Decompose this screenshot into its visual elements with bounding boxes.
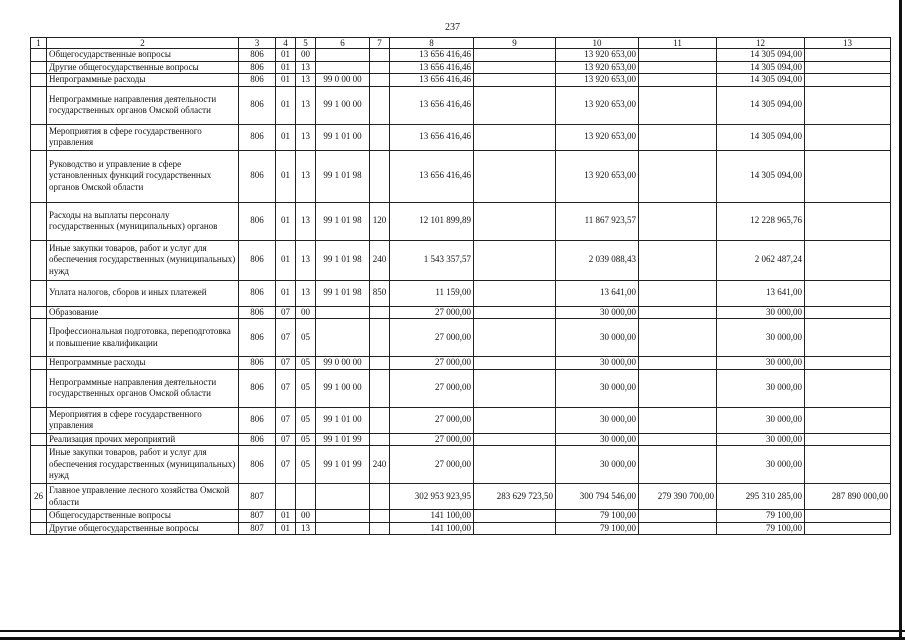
item-name-cell: Непрограммные направления деятельности государственных органов Омской области bbox=[47, 86, 239, 124]
amount-col9-cell bbox=[474, 522, 556, 535]
column-number: 3 bbox=[239, 38, 276, 49]
item-name-cell: Расходы на выплаты персоналу государственных (муниципальных) органов bbox=[47, 202, 239, 240]
table-row bbox=[31, 484, 891, 510]
ministry-code-cell: 807 bbox=[239, 522, 276, 535]
column-number-row bbox=[31, 38, 891, 49]
amount-col12-cell: 30 000,00 bbox=[717, 319, 805, 357]
row-number-cell bbox=[31, 49, 47, 62]
row-number-cell bbox=[31, 74, 47, 87]
ministry-code-cell: 807 bbox=[239, 510, 276, 523]
row-number-cell bbox=[31, 306, 47, 319]
amount-col13-cell bbox=[805, 446, 891, 484]
subsection-code-cell: 13 bbox=[296, 240, 316, 280]
scan-edge-right bbox=[899, 0, 902, 640]
section-code-cell: 01 bbox=[276, 280, 296, 306]
amount-col8-cell: 1 543 357,57 bbox=[390, 240, 474, 280]
expense-type-cell: 240 bbox=[370, 240, 390, 280]
amount-col12-cell: 12 228 965,76 bbox=[717, 202, 805, 240]
amount-col13-cell bbox=[805, 202, 891, 240]
column-number: 4 bbox=[276, 38, 296, 49]
ministry-code-cell: 806 bbox=[239, 446, 276, 484]
amount-col12-cell: 30 000,00 bbox=[717, 433, 805, 446]
expense-type-cell bbox=[370, 510, 390, 523]
amount-col11-cell bbox=[639, 150, 717, 202]
amount-col10-cell: 13 920 653,00 bbox=[556, 74, 639, 87]
section-code-cell: 07 bbox=[276, 433, 296, 446]
amount-col10-cell: 2 039 088,43 bbox=[556, 240, 639, 280]
item-name-cell: Профессиональная подготовка, переподготовка и повышение квалификации bbox=[47, 319, 239, 357]
amount-col9-cell bbox=[474, 202, 556, 240]
amount-col13-cell bbox=[805, 357, 891, 370]
amount-col12-cell: 14 305 094,00 bbox=[717, 150, 805, 202]
section-code-cell: 01 bbox=[276, 522, 296, 535]
target-article-cell bbox=[316, 306, 370, 319]
amount-col11-cell bbox=[639, 49, 717, 62]
item-name-cell: Образование bbox=[47, 306, 239, 319]
item-name-cell: Иные закупки товаров, работ и услуг для обеспечения государственных (муниципальных) нужд bbox=[47, 240, 239, 280]
amount-col13-cell bbox=[805, 369, 891, 407]
section-code-cell: 07 bbox=[276, 446, 296, 484]
expense-type-cell bbox=[370, 407, 390, 433]
column-number: 12 bbox=[717, 38, 805, 49]
expense-type-cell bbox=[370, 357, 390, 370]
table-row bbox=[31, 369, 891, 407]
section-code-cell: 01 bbox=[276, 240, 296, 280]
ministry-code-cell: 806 bbox=[239, 319, 276, 357]
expense-type-cell bbox=[370, 61, 390, 74]
amount-col12-cell: 295 310 285,00 bbox=[717, 484, 805, 510]
column-number: 5 bbox=[296, 38, 316, 49]
target-article-cell: 99 1 01 99 bbox=[316, 446, 370, 484]
amount-col9-cell bbox=[474, 74, 556, 87]
page-number: 237 bbox=[445, 22, 460, 33]
ministry-code-cell: 806 bbox=[239, 49, 276, 62]
item-name-cell: Общегосударственные вопросы bbox=[47, 510, 239, 523]
ministry-code-cell: 806 bbox=[239, 202, 276, 240]
expense-type-cell bbox=[370, 49, 390, 62]
amount-col10-cell: 13 641,00 bbox=[556, 280, 639, 306]
amount-col9-cell bbox=[474, 49, 556, 62]
ministry-code-cell: 806 bbox=[239, 240, 276, 280]
amount-col11-cell bbox=[639, 202, 717, 240]
row-number-cell bbox=[31, 433, 47, 446]
target-article-cell bbox=[316, 522, 370, 535]
table-row bbox=[31, 522, 891, 535]
item-name-cell: Другие общегосударственные вопросы bbox=[47, 61, 239, 74]
subsection-code-cell: 13 bbox=[296, 61, 316, 74]
target-article-cell: 99 1 01 00 bbox=[316, 124, 370, 150]
table-row bbox=[31, 240, 891, 280]
amount-col13-cell bbox=[805, 280, 891, 306]
amount-col10-cell: 30 000,00 bbox=[556, 446, 639, 484]
amount-col10-cell: 79 100,00 bbox=[556, 510, 639, 523]
budget-table-container bbox=[30, 37, 890, 535]
amount-col13-cell bbox=[805, 61, 891, 74]
table-row bbox=[31, 306, 891, 319]
section-code-cell: 01 bbox=[276, 74, 296, 87]
target-article-cell bbox=[316, 319, 370, 357]
subsection-code-cell bbox=[296, 484, 316, 510]
amount-col13-cell bbox=[805, 319, 891, 357]
amount-col10-cell: 13 920 653,00 bbox=[556, 86, 639, 124]
expense-type-cell bbox=[370, 484, 390, 510]
subsection-code-cell: 13 bbox=[296, 202, 316, 240]
target-article-cell: 99 0 00 00 bbox=[316, 74, 370, 87]
ministry-code-cell: 806 bbox=[239, 306, 276, 319]
target-article-cell bbox=[316, 61, 370, 74]
amount-col9-cell bbox=[474, 124, 556, 150]
amount-col8-cell: 27 000,00 bbox=[390, 407, 474, 433]
section-code-cell: 01 bbox=[276, 124, 296, 150]
subsection-code-cell: 05 bbox=[296, 407, 316, 433]
table-row bbox=[31, 446, 891, 484]
amount-col11-cell bbox=[639, 357, 717, 370]
target-article-cell: 99 1 01 98 bbox=[316, 202, 370, 240]
expense-type-cell bbox=[370, 522, 390, 535]
target-article-cell: 99 1 01 99 bbox=[316, 433, 370, 446]
row-number-cell bbox=[31, 240, 47, 280]
row-number-cell bbox=[31, 124, 47, 150]
section-code-cell: 01 bbox=[276, 510, 296, 523]
amount-col8-cell: 27 000,00 bbox=[390, 319, 474, 357]
ministry-code-cell: 806 bbox=[239, 61, 276, 74]
table-row bbox=[31, 407, 891, 433]
amount-col10-cell: 13 920 653,00 bbox=[556, 150, 639, 202]
amount-col9-cell bbox=[474, 306, 556, 319]
amount-col12-cell: 14 305 094,00 bbox=[717, 86, 805, 124]
amount-col13-cell bbox=[805, 306, 891, 319]
column-number: 8 bbox=[390, 38, 474, 49]
amount-col8-cell: 27 000,00 bbox=[390, 357, 474, 370]
row-number-cell bbox=[31, 522, 47, 535]
subsection-code-cell: 13 bbox=[296, 522, 316, 535]
subsection-code-cell: 00 bbox=[296, 49, 316, 62]
amount-col11-cell bbox=[639, 306, 717, 319]
expense-type-cell bbox=[370, 319, 390, 357]
amount-col13-cell bbox=[805, 74, 891, 87]
subsection-code-cell: 05 bbox=[296, 433, 316, 446]
amount-col10-cell: 30 000,00 bbox=[556, 306, 639, 319]
amount-col9-cell bbox=[474, 510, 556, 523]
amount-col13-cell bbox=[805, 150, 891, 202]
table-row bbox=[31, 74, 891, 87]
ministry-code-cell: 807 bbox=[239, 484, 276, 510]
table-row bbox=[31, 124, 891, 150]
item-name-cell: Руководство и управление в сфере установленных функций государственных органов Омской области bbox=[47, 150, 239, 202]
column-number: 11 bbox=[639, 38, 717, 49]
subsection-code-cell: 05 bbox=[296, 357, 316, 370]
item-name-cell: Уплата налогов, сборов и иных платежей bbox=[47, 280, 239, 306]
item-name-cell: Мероприятия в сфере государственного управления bbox=[47, 124, 239, 150]
amount-col12-cell: 79 100,00 bbox=[717, 522, 805, 535]
amount-col10-cell: 30 000,00 bbox=[556, 319, 639, 357]
target-article-cell bbox=[316, 484, 370, 510]
section-code-cell: 07 bbox=[276, 369, 296, 407]
amount-col8-cell: 27 000,00 bbox=[390, 306, 474, 319]
expense-type-cell: 850 bbox=[370, 280, 390, 306]
subsection-code-cell: 05 bbox=[296, 319, 316, 357]
amount-col10-cell: 13 920 653,00 bbox=[556, 49, 639, 62]
row-number-cell bbox=[31, 407, 47, 433]
item-name-cell: Другие общегосударственные вопросы bbox=[47, 522, 239, 535]
expense-type-cell bbox=[370, 369, 390, 407]
amount-col8-cell: 13 656 416,46 bbox=[390, 86, 474, 124]
amount-col11-cell bbox=[639, 124, 717, 150]
amount-col8-cell: 302 953 923,95 bbox=[390, 484, 474, 510]
table-row bbox=[31, 86, 891, 124]
row-number-cell bbox=[31, 369, 47, 407]
table-row bbox=[31, 510, 891, 523]
section-code-cell: 07 bbox=[276, 357, 296, 370]
ministry-code-cell: 806 bbox=[239, 369, 276, 407]
target-article-cell bbox=[316, 510, 370, 523]
target-article-cell: 99 1 00 00 bbox=[316, 369, 370, 407]
item-name-cell: Непрограммные расходы bbox=[47, 357, 239, 370]
ministry-code-cell: 806 bbox=[239, 407, 276, 433]
amount-col11-cell bbox=[639, 433, 717, 446]
subsection-code-cell: 05 bbox=[296, 369, 316, 407]
amount-col11-cell bbox=[639, 280, 717, 306]
section-code-cell: 07 bbox=[276, 407, 296, 433]
table-row bbox=[31, 61, 891, 74]
amount-col12-cell: 30 000,00 bbox=[717, 306, 805, 319]
row-number-cell bbox=[31, 61, 47, 74]
section-code-cell: 01 bbox=[276, 150, 296, 202]
column-number: 10 bbox=[556, 38, 639, 49]
row-number-cell: 26 bbox=[31, 484, 47, 510]
row-number-cell bbox=[31, 280, 47, 306]
item-name-cell: Иные закупки товаров, работ и услуг для обеспечения государственных (муниципальных) нужд bbox=[47, 446, 239, 484]
section-code-cell: 01 bbox=[276, 86, 296, 124]
amount-col9-cell bbox=[474, 240, 556, 280]
expense-type-cell: 240 bbox=[370, 446, 390, 484]
subsection-code-cell: 13 bbox=[296, 280, 316, 306]
amount-col11-cell bbox=[639, 240, 717, 280]
ministry-code-cell: 806 bbox=[239, 124, 276, 150]
expense-type-cell bbox=[370, 150, 390, 202]
amount-col8-cell: 27 000,00 bbox=[390, 433, 474, 446]
amount-col8-cell: 141 100,00 bbox=[390, 510, 474, 523]
amount-col12-cell: 30 000,00 bbox=[717, 407, 805, 433]
row-number-cell bbox=[31, 357, 47, 370]
table-row bbox=[31, 150, 891, 202]
row-number-cell bbox=[31, 86, 47, 124]
amount-col13-cell: 287 890 000,00 bbox=[805, 484, 891, 510]
amount-col11-cell bbox=[639, 86, 717, 124]
column-number: 1 bbox=[31, 38, 47, 49]
item-name-cell: Общегосударственные вопросы bbox=[47, 49, 239, 62]
item-name-cell: Реализация прочих мероприятий bbox=[47, 433, 239, 446]
amount-col8-cell: 13 656 416,46 bbox=[390, 150, 474, 202]
target-article-cell: 99 0 00 00 bbox=[316, 357, 370, 370]
amount-col8-cell: 27 000,00 bbox=[390, 369, 474, 407]
ministry-code-cell: 806 bbox=[239, 86, 276, 124]
amount-col11-cell bbox=[639, 319, 717, 357]
amount-col9-cell bbox=[474, 357, 556, 370]
amount-col9-cell bbox=[474, 319, 556, 357]
subsection-code-cell: 05 bbox=[296, 446, 316, 484]
table-row bbox=[31, 49, 891, 62]
row-number-cell bbox=[31, 319, 47, 357]
amount-col12-cell: 30 000,00 bbox=[717, 369, 805, 407]
amount-col13-cell bbox=[805, 49, 891, 62]
target-article-cell: 99 1 01 98 bbox=[316, 240, 370, 280]
target-article-cell: 99 1 01 00 bbox=[316, 407, 370, 433]
expense-type-cell: 120 bbox=[370, 202, 390, 240]
amount-col8-cell: 27 000,00 bbox=[390, 446, 474, 484]
amount-col10-cell: 11 867 923,57 bbox=[556, 202, 639, 240]
amount-col9-cell bbox=[474, 433, 556, 446]
subsection-code-cell: 13 bbox=[296, 74, 316, 87]
amount-col13-cell bbox=[805, 240, 891, 280]
amount-col11-cell bbox=[639, 407, 717, 433]
amount-col12-cell: 14 305 094,00 bbox=[717, 124, 805, 150]
item-name-cell: Главное управление лесного хозяйства Омской области bbox=[47, 484, 239, 510]
target-article-cell bbox=[316, 49, 370, 62]
amount-col13-cell bbox=[805, 433, 891, 446]
section-code-cell: 01 bbox=[276, 61, 296, 74]
amount-col9-cell bbox=[474, 280, 556, 306]
ministry-code-cell: 806 bbox=[239, 150, 276, 202]
amount-col10-cell: 79 100,00 bbox=[556, 522, 639, 535]
column-number: 6 bbox=[316, 38, 370, 49]
target-article-cell: 99 1 01 98 bbox=[316, 150, 370, 202]
amount-col10-cell: 30 000,00 bbox=[556, 407, 639, 433]
table-row bbox=[31, 280, 891, 306]
amount-col10-cell: 30 000,00 bbox=[556, 369, 639, 407]
expense-type-cell bbox=[370, 86, 390, 124]
section-code-cell: 01 bbox=[276, 202, 296, 240]
amount-col13-cell bbox=[805, 510, 891, 523]
amount-col13-cell bbox=[805, 124, 891, 150]
table-row bbox=[31, 357, 891, 370]
amount-col12-cell: 79 100,00 bbox=[717, 510, 805, 523]
amount-col10-cell: 13 920 653,00 bbox=[556, 124, 639, 150]
amount-col11-cell bbox=[639, 510, 717, 523]
amount-col9-cell bbox=[474, 369, 556, 407]
expense-type-cell bbox=[370, 124, 390, 150]
amount-col8-cell: 141 100,00 bbox=[390, 522, 474, 535]
amount-col8-cell: 13 656 416,46 bbox=[390, 61, 474, 74]
section-code-cell bbox=[276, 484, 296, 510]
amount-col13-cell bbox=[805, 522, 891, 535]
amount-col8-cell: 11 159,00 bbox=[390, 280, 474, 306]
amount-col10-cell: 30 000,00 bbox=[556, 433, 639, 446]
amount-col12-cell: 14 305 094,00 bbox=[717, 61, 805, 74]
amount-col8-cell: 12 101 899,89 bbox=[390, 202, 474, 240]
amount-col9-cell bbox=[474, 86, 556, 124]
amount-col12-cell: 2 062 487,24 bbox=[717, 240, 805, 280]
target-article-cell: 99 1 00 00 bbox=[316, 86, 370, 124]
subsection-code-cell: 00 bbox=[296, 510, 316, 523]
amount-col9-cell bbox=[474, 407, 556, 433]
amount-col9-cell bbox=[474, 150, 556, 202]
row-number-cell bbox=[31, 510, 47, 523]
ministry-code-cell: 806 bbox=[239, 280, 276, 306]
amount-col11-cell bbox=[639, 446, 717, 484]
amount-col11-cell: 279 390 700,00 bbox=[639, 484, 717, 510]
row-number-cell bbox=[31, 202, 47, 240]
expense-type-cell bbox=[370, 74, 390, 87]
amount-col9-cell: 283 629 723,50 bbox=[474, 484, 556, 510]
budget-table-body bbox=[31, 38, 891, 535]
budget-table bbox=[30, 37, 891, 535]
amount-col11-cell bbox=[639, 369, 717, 407]
amount-col13-cell bbox=[805, 86, 891, 124]
amount-col12-cell: 14 305 094,00 bbox=[717, 74, 805, 87]
ministry-code-cell: 806 bbox=[239, 74, 276, 87]
column-number: 2 bbox=[47, 38, 239, 49]
column-number: 9 bbox=[474, 38, 556, 49]
amount-col12-cell: 14 305 094,00 bbox=[717, 49, 805, 62]
column-number: 7 bbox=[370, 38, 390, 49]
section-code-cell: 01 bbox=[276, 49, 296, 62]
amount-col11-cell bbox=[639, 61, 717, 74]
amount-col13-cell bbox=[805, 407, 891, 433]
item-name-cell: Непрограммные расходы bbox=[47, 74, 239, 87]
amount-col12-cell: 30 000,00 bbox=[717, 446, 805, 484]
amount-col9-cell bbox=[474, 61, 556, 74]
table-row bbox=[31, 202, 891, 240]
table-row bbox=[31, 319, 891, 357]
subsection-code-cell: 00 bbox=[296, 306, 316, 319]
amount-col10-cell: 300 794 546,00 bbox=[556, 484, 639, 510]
amount-col11-cell bbox=[639, 74, 717, 87]
amount-col8-cell: 13 656 416,46 bbox=[390, 124, 474, 150]
amount-col9-cell bbox=[474, 446, 556, 484]
subsection-code-cell: 13 bbox=[296, 86, 316, 124]
target-article-cell: 99 1 01 98 bbox=[316, 280, 370, 306]
item-name-cell: Непрограммные направления деятельности государственных органов Омской области bbox=[47, 369, 239, 407]
row-number-cell bbox=[31, 446, 47, 484]
item-name-cell: Мероприятия в сфере государственного управления bbox=[47, 407, 239, 433]
amount-col11-cell bbox=[639, 522, 717, 535]
column-number: 13 bbox=[805, 38, 891, 49]
amount-col8-cell: 13 656 416,46 bbox=[390, 49, 474, 62]
row-number-cell bbox=[31, 150, 47, 202]
amount-col10-cell: 13 920 653,00 bbox=[556, 61, 639, 74]
amount-col10-cell: 30 000,00 bbox=[556, 357, 639, 370]
ministry-code-cell: 806 bbox=[239, 433, 276, 446]
amount-col12-cell: 30 000,00 bbox=[717, 357, 805, 370]
amount-col12-cell: 13 641,00 bbox=[717, 280, 805, 306]
expense-type-cell bbox=[370, 306, 390, 319]
subsection-code-cell: 13 bbox=[296, 124, 316, 150]
section-code-cell: 07 bbox=[276, 306, 296, 319]
scan-edge-bottom bbox=[0, 630, 905, 632]
section-code-cell: 07 bbox=[276, 319, 296, 357]
amount-col8-cell: 13 656 416,46 bbox=[390, 74, 474, 87]
subsection-code-cell: 13 bbox=[296, 150, 316, 202]
table-row bbox=[31, 433, 891, 446]
ministry-code-cell: 806 bbox=[239, 357, 276, 370]
expense-type-cell bbox=[370, 433, 390, 446]
